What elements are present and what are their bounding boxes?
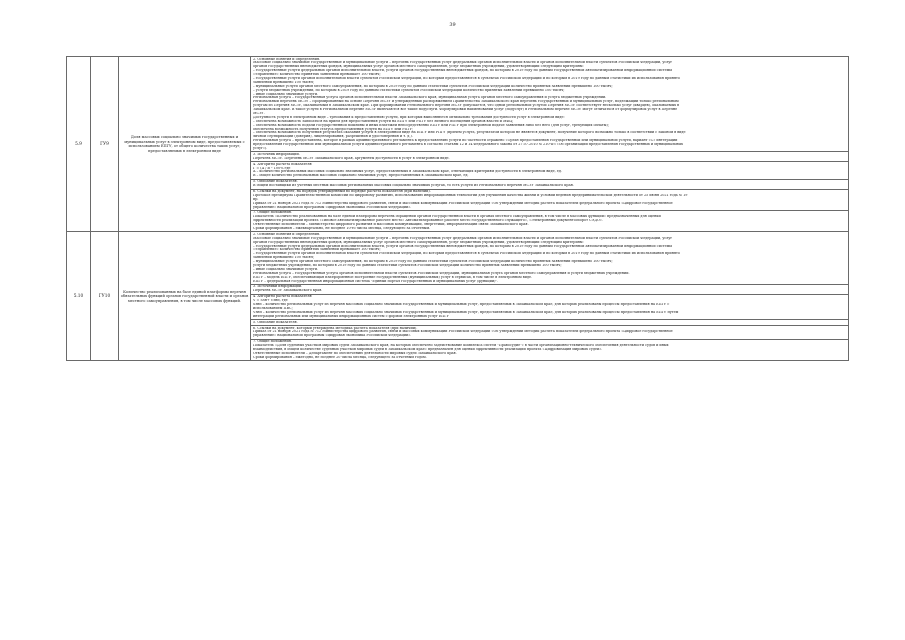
text-line: – муниципальные услуги органов местного самоуправления, по которым в 2019 году по данным статистики субъектов Российской Федерации количество принятых заявлений превышено 100 тысяч; (253, 260, 613, 264)
text-line: Sзнп – количество региональных услуг из перечня массовых социально значимых государственных и муниципальных услуг, предоставляемых в Забайкальском крае, для которых реализованы процессы предоставления на ЕПГУ с (253, 303, 670, 307)
text-line: – муниципальные услуги органов местного самоуправления, по которым в 2019 году по данным статистики субъектов Российской Федерации количество принятых заявлений превышено 100 тысяч; (253, 84, 613, 88)
indicator-name-line: использованием ЕПГУ, от общего количества таких услуг, (128, 144, 241, 149)
text-line: Перечень МСЗУ Забайкальского края. (253, 289, 323, 293)
text-line: Vзнп – количество региональных услуг из перечня массовых социально значимых государственных и муниципальных услуг, предоставляемых в Забайкальском крае, для которых реализованы процессы предоставления на ЕПГУ путем (253, 310, 679, 314)
methodology-section (251, 232, 848, 285)
text-line: Приказ от 21 ноября 2021 года № 712 Министерства цифрового развития, связи и массовых коммуникаций Российской Федерации «Об утверждении методик расчета показателей федерального проекта «Цифровое государственное (253, 330, 673, 334)
text-line: органов государственных внебюджетных фондов, муниципальных услуг органов местного самоуправления, услуг бюджетных учреждений, удовлетворяющий следующим критериям: (253, 65, 584, 69)
text-line: А – количество региональных массовых социально значимых услуг, предоставляемых в Забайкальском крае, отвечающих критериям доступности в электронном виде, ед. (253, 170, 562, 174)
text-line: Г = (А / В * 100% где (253, 166, 291, 170)
text-line: В – общее количество региональных массовых социально значимых услуг, предоставляемых в Забайкальском крае, ед. (253, 174, 469, 178)
section-heading: 5. Описание показателя. (253, 320, 298, 324)
text-line: услуг»). (253, 146, 268, 150)
section-heading: 5. Описание показателя. (253, 180, 298, 184)
text-line: управление» национальной программы «цифровая экономика Российской Федерации». (253, 334, 412, 338)
text-line: заявлений превышено 100 тысяч; (253, 80, 315, 84)
text-line: услугам из Перечня МСЗУ, оказываемым в Забайкальском крае. При формировании Регионального перечня МСЗУ допускается, что одной региональной услугой Перечня МСЗУ соответствует несколько услуг (кварцев), оказываемых в (253, 104, 680, 108)
text-line: Сроки формирования – ежеквартально, не позднее 10-го числа месяца, следующего за отчетным. (253, 227, 431, 231)
row-number: 5.10 (67, 232, 91, 361)
methodology-section (251, 211, 848, 231)
row-code: ГУ9 (91, 57, 119, 232)
text-line: – услуги бюджетных учреждений, по которым в 2019 году по данным статистики субъектов Российской Федерации количество принятых заявлений превышено 100 тысяч; (253, 88, 565, 92)
text-line: органов государственных внебюджетных фондов, муниципальных услуг органов местного самоуправления, услуг бюджетных учреждений, удовлетворяющий следующим критериям: (253, 240, 584, 244)
methodology-section (251, 285, 848, 295)
methodology-cell (251, 57, 849, 232)
text-line: – обеспечена возможность подачи государственной пошлины и иных платежей непосредственно ЕПГУ или РПГУ при электронной подаче заявления либо без него (для услуг, требующих оплаты); (253, 123, 609, 127)
text-line: «Управление» количество принятых заявлений превышает 100 тысяч; (253, 248, 381, 252)
text-line: Забайкальском крае. В такое услуги в Региональном перечне МСЗУ включаются все такие подуслуги. Формулировки наименований услуг (подуслуг) в Региональном перечне МСЗУ могут отличаться от формулировок услуг в Перечне (253, 108, 678, 112)
section-heading: 6. Ссылки на документ, на порядок утвержденным во порядке расчета показателя (при наличии). (253, 190, 431, 193)
text-line: – государственные услуги органов исполнительной власти субъектов Российской Федерации, по которым предоставляются в субъектах Российской Федерации и по которым в 2019 году по данным статистики их использования принято (253, 76, 680, 80)
text-line: Ответственные исполнители – Департамент по обеспечению деятельности мировых судей Забайкальского края. (253, 351, 457, 355)
text-line: Протокол президиума Правительственной комиссии по цифровому развитию, использованию информационных технологий для улучшения качества жизни и условий ведения предпринимательской деятельности от 25 июня 2021 года № 19 (253, 193, 688, 197)
methodology-section (251, 326, 848, 340)
text-line: Массовые социально значимые государственные и муниципальные услуги – перечень государственных услуг федеральных органов исполнительной власти и органов исполнительной власти субъектов Российской Федерации, услуг (253, 236, 673, 240)
text-line: взаимодействия, в общем количестве судебных участков мировых судей в Забайкальском крае» предназначен для оценки эффективности реализации проекта «Цифровизация мировых судей». (253, 347, 603, 351)
section-heading: 6. Ссылки на документ, который утверждена методика расчета показателя (при наличии). (253, 326, 418, 330)
methodology-section (251, 152, 848, 162)
methodology-section (251, 57, 848, 152)
text-line: Региональный перечень МСЗУ – сформированный на основе Перечня МСЗУ и утвержденный распоряжением Правительства Забайкальского края перечень государственных и муниципальных услуг, подлежащий только региональным (253, 100, 679, 104)
text-line: личной сертификации (доверия), лицензирования, разрешения и удостоверения и т. д.). (253, 135, 413, 139)
text-line: Доступность услуги в электронном виде – требования к предоставлению услуги, при которых выполняются оптимально требования доступности услуг в электронном виде: (253, 115, 565, 119)
text-line: ЕПГУ – модель ЕПГУ, обеспечивающая платформенное построение государственных (муниципальных) услуг в сервисах, в том числе в электронном виде. (253, 275, 533, 279)
text-line: V = Sзн+ Vзнп, где (253, 299, 288, 303)
text-line: заявлений превышено 100 тысяч; (253, 256, 315, 260)
indicator-name (119, 57, 251, 232)
text-line: Приказ от 21 ноября 2021 года № 712 Министерства цифрового развития, связи и массовых коммуникаций Российской Федерации «Об утверждении методик расчета показателей федерального проекта «Цифровое государственное (253, 201, 673, 205)
text-line: – государственные услуги органов исполнительной власти субъектов Российской Федерации, по которым предоставляются в субъектах Российской Федерации и по которым в 2019 году по данным статистики их использования принято (253, 252, 680, 256)
text-line: Региональная услуга – предоставлена, которое в рамках административного регламента к предоставлению услуги по частности отражено «Орган предоставления государственной или муниципальной услуги, вариант «С» интеграции (253, 139, 678, 143)
methodology-section (251, 340, 848, 360)
section-heading: 7. Общие положения. (253, 211, 292, 215)
text-line: пр. (253, 197, 259, 201)
methodology-section (251, 190, 848, 211)
text-line: В общей поставщики из учетных местных массовых региональных массовых социально значимых услугах, то есть услуги из Регионального перечня МСЗУ Забайкальского края. (253, 184, 574, 188)
text-line: МСЗУ. (253, 111, 265, 115)
text-line: использованием ПВС; (253, 306, 293, 310)
methodology-section (251, 162, 848, 180)
table-row (67, 57, 849, 232)
section-heading: 7. Общие положения. (253, 340, 292, 344)
text-line: – иные социально значимые услуги. (253, 92, 319, 96)
text-line: Перечень МСЗУ. Перечень МСЗУ Забайкальского края, аргументы доступности в услуг в электронном виде. (253, 156, 450, 160)
section-heading: 2. Основные понятия и определения. (253, 232, 321, 236)
text-line: Сроки формирования – ежегодно, не позднее 20 числа месяца, следующего за отчетным годом. (253, 355, 427, 359)
indicator-name-line: Доля массовых социально значимых государственных и (130, 135, 239, 140)
text-line: «Управление» количество принятых заявлений превышает 100 тысяч; (253, 73, 381, 77)
text-line: услуги бюджетных учреждений, по которым в 2019 году по данным статистики субъектов Российской Федерации количество принятых заявлений превышено 100 тысяч; (253, 264, 562, 268)
text-line: – обеспечена возможность записаться на прием для предоставления услуги на ЕПГУ или РПГУ без личного посещения органов власти и МФЦ; (253, 119, 514, 123)
text-line: – обеспечена возможность получения результата оказания услуги в электронном виде на ЕПГУ или РПГУ (причем услуга, результатом которой не является документ, получение которого возможно только в соответствии с законом в виде (253, 131, 686, 135)
text-line: интеграции региональных или муниципальных информационных систем с формой электронных услуг ЕПГУ (253, 314, 449, 318)
text-line: эффективности реализации проекта «Типовое автоматизированное рабочее место» Автоматизированное рабочее место государственного служащего», «Электронный документооборот СЭДО». (253, 219, 603, 223)
methodology-section (251, 180, 848, 190)
text-line: Показатель «Доля судебных участков мировых судей Забайкальского края, на которых обеспечено задействование комплекса систем "Правосудие"» в части организационно-технического обеспечения деятельности судов и иных (253, 344, 669, 348)
text-line: обеспечена возможность получения статуса предоставления услуги на ЕПГУ или РПГУ; (253, 127, 414, 131)
text-line: Ответственные исполнители – Министерство цифрового развития и массовых коммуникаций, энергетики, информатизации связи Забайкальского края. (253, 223, 529, 227)
text-line: – иные социально значимые услуги. (253, 267, 319, 271)
indicator-name-line: муниципальных услуг в электронном виде, предоставляемых с (124, 139, 245, 144)
text-line: Региональная услуга – государственная услуга органов исполнительной власти субъектов Российской Федерации, муниципальная услуга органов местного самоуправления и услуги бюджетных учреждений. (253, 271, 630, 275)
indicator-name (119, 232, 251, 361)
text-line: – государственные услуги федеральных органов исполнительной власти, услуги органов государственных внебюджетных фондов, по которым в 2019 году по данным государственной автоматизированной информационной системы (253, 69, 672, 73)
methodology-cell (251, 232, 849, 361)
row-number: 5.9 (67, 57, 91, 232)
text-line: Региональная услуга – государственная услуга органов исполнительной власти Забайкальского края, муниципальная услуга органов местного самоуправления и услуга бюджетных учреждений. (253, 96, 607, 100)
text-line: – государственные услуги федеральных органов исполнительной власти, услуги органов государственных внебюджетных фондов, по которым в 2019 году по данным государственной автоматизированной информационной системы (253, 244, 672, 248)
table-row (67, 232, 849, 361)
indicator-name-line: предоставляемых в электронном виде (148, 148, 221, 153)
methodology-section (251, 295, 848, 320)
row-code: ГУ10 (91, 232, 119, 361)
indicator-name-line: местного самоуправления, в том числе массовых функций. (127, 298, 242, 303)
section-heading: 3. Источник информации. (253, 152, 300, 156)
text-line: управление» национальной программы «цифровая экономика Российской Федерации». (253, 205, 412, 209)
section-heading: 4. Алгоритм расчета показателя (253, 295, 312, 299)
page-number: 39 (449, 22, 456, 28)
text-line: Массовые социально значимые государственные и муниципальные услуги – перечень государственных услуг федеральных органов исполнительной власти и органов исполнительной власти субъектов Российской Федерации, услуг (253, 61, 673, 65)
section-heading: 4. Алгоритм расчета показателя (253, 162, 312, 166)
text-line: Показатель «Количество реализованных на базе единой платформы перечень обращений органов государственной власти в органах местного самоуправления, в том числе в массовых функций» предназначенных для оценки (253, 215, 661, 219)
text-line: предоставления государственной или муниципальной услуги административного регламента в согласно статьям 12 и 14 Федерального закона от 27.07.2010 № 210-ФЗ «Об организации предоставления государственных и муниципальных (253, 143, 683, 147)
indicator-name-line: Количество реализованных на базе единой платформы перечня (123, 289, 246, 294)
section-heading: 2. Основные понятия и определения. (253, 57, 321, 61)
indicator-name-line: обязательных функций органов государственной власти и органов (120, 294, 249, 299)
section-heading: 3. Источники информации. (253, 285, 303, 289)
text-line: ЕПГУ – федеральная государственная информационная система "Единый портал государственных и муниципальных услуг (функций)". (253, 279, 499, 283)
indicator-table (66, 56, 849, 361)
